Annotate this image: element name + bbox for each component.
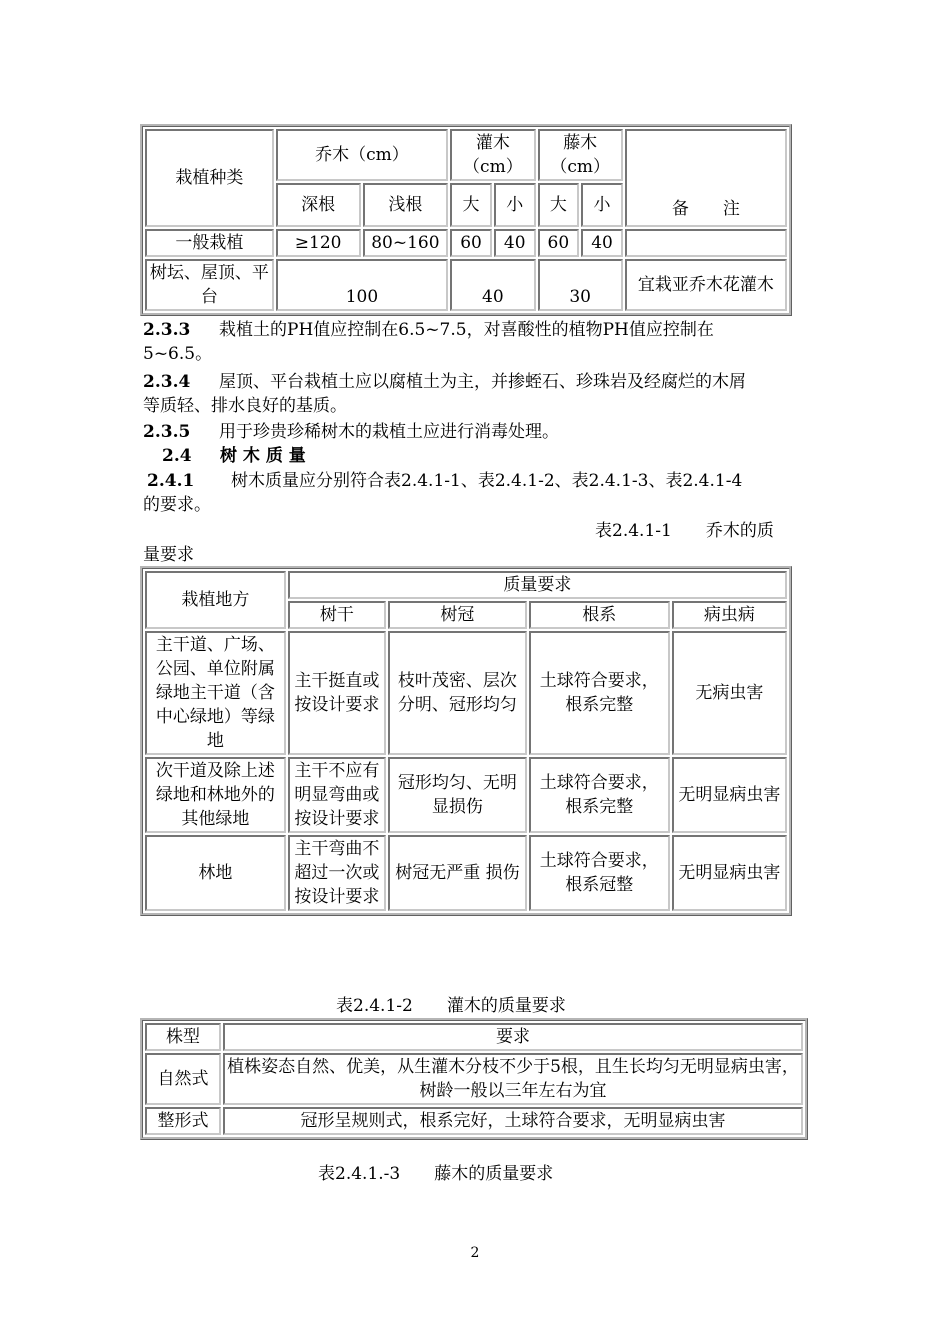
arbor-quality-table (140, 566, 792, 916)
cell: 无明显病虫害 (672, 757, 787, 833)
table-caption-line1: 表2.4.1-1 乔木的质 (595, 521, 774, 541)
header-vine: 藤木（cm） (538, 129, 623, 181)
cell: 100 (276, 259, 449, 311)
clause-continuation: 等质轻、排水良好的基质。 (143, 396, 347, 416)
header-shallow-root: 浅根 (363, 183, 449, 227)
cell: 植株姿态自然、优美，从生灌木分枝不少于5根，且生长均匀无明显病虫害，树龄一般以三年左右为宜 (223, 1053, 803, 1105)
cell: 30 (538, 259, 623, 311)
header-vine-big: 大 (538, 183, 580, 227)
page-number: 2 (470, 1245, 480, 1261)
table-row (145, 835, 787, 911)
cell: 60 (450, 229, 492, 257)
cell: 一般栽植 (145, 229, 274, 257)
section-heading (162, 444, 306, 468)
paragraph-2-3-5 (143, 420, 823, 444)
table-row (145, 259, 787, 311)
header-deep-root: 深根 (276, 183, 361, 227)
clause-number: 2.3.4 (143, 372, 191, 392)
cell: 主干道、广场、公园、单位附属绿地主干道（含中心绿地）等绿地 (145, 631, 286, 755)
cell: 主干不应有明显弯曲或按设计要求 (288, 757, 386, 833)
table-row (145, 631, 787, 755)
cell: 土球符合要求，根系完整 (529, 757, 670, 833)
cell: 无病虫害 (672, 631, 787, 755)
cell: 自然式 (145, 1053, 221, 1105)
soil-depth-table (140, 124, 792, 316)
cell: 宜栽亚乔木花灌木 (625, 259, 787, 311)
clause-text: 屋顶、平台栽植土应以腐植土为主，并掺蛭石、珍珠岩及经腐烂的木屑 (219, 372, 746, 392)
cell: 树坛、屋顶、平台 (145, 259, 274, 311)
cell: 主干挺直或按设计要求 (288, 631, 386, 755)
table-row (145, 1107, 803, 1135)
cell: 枝叶茂密、层次分明、冠形均匀 (388, 631, 527, 755)
paragraph-2-4-1 (143, 469, 827, 517)
cell: 冠形均匀、无明显损伤 (388, 757, 527, 833)
cell: 树冠无严重 损伤 (388, 835, 527, 911)
cell: 80~160 (363, 229, 449, 257)
cell: 整形式 (145, 1107, 221, 1135)
section-title: 树 木 质 量 (220, 446, 306, 466)
table-row (145, 757, 787, 833)
table-caption-line2: 量要求 (143, 545, 194, 565)
header-location: 栽植地方 (145, 571, 286, 629)
shrub-quality-table (140, 1018, 808, 1140)
clause-number: 2.4.1 (147, 471, 195, 491)
header-shrub: 灌木（cm） (450, 129, 535, 181)
header-type: 株型 (145, 1023, 221, 1051)
table-row (145, 1053, 803, 1105)
cell: 40 (450, 259, 535, 311)
clause-number: 2.3.5 (143, 422, 191, 442)
table-caption: 表2.4.1-2 灌木的质量要求 (336, 996, 566, 1016)
cell: 无明显病虫害 (672, 835, 787, 911)
clause-text: 栽植土的PH值应控制在6.5~7.5，对喜酸性的植物PH值应控制在 (219, 320, 714, 340)
cell: 林地 (145, 835, 286, 911)
cell: 40 (494, 229, 536, 257)
header-quality: 质量要求 (288, 571, 787, 599)
clause-continuation: 的要求。 (143, 495, 211, 515)
clause-number: 2.3.3 (143, 320, 191, 340)
header-shrub-small: 小 (494, 183, 536, 227)
header-remarks: 备 注 (625, 129, 787, 227)
table-row (145, 229, 787, 257)
header-trunk: 树干 (288, 601, 386, 629)
cell: 次干道及除上述绿地和林地外的其他绿地 (145, 757, 286, 833)
header-crown: 树冠 (388, 601, 527, 629)
cell: 主干弯曲不超过一次或按设计要求 (288, 835, 386, 911)
header-shrub-big: 大 (450, 183, 492, 227)
cell: 冠形呈规则式，根系完好，土球符合要求，无明显病虫害 (223, 1107, 803, 1135)
clause-continuation: 5~6.5。 (143, 344, 213, 364)
paragraph-2-3-4 (143, 370, 823, 418)
table-caption: 表2.4.1.-3 藤木的质量要求 (318, 1164, 554, 1184)
paragraph-2-3-3 (143, 318, 823, 366)
cell (625, 229, 787, 257)
header-root: 根系 (529, 601, 670, 629)
cell: 60 (538, 229, 580, 257)
header-pest: 病虫病 (672, 601, 787, 629)
header-arbor: 乔木（cm） (276, 129, 449, 181)
cell: 40 (581, 229, 623, 257)
cell: ≥120 (276, 229, 361, 257)
section-number: 2.4 (162, 446, 192, 466)
header-plant-type: 栽植种类 (145, 129, 274, 227)
clause-text: 用于珍贵珍稀树木的栽植土应进行消毒处理。 (219, 422, 559, 442)
header-vine-small: 小 (581, 183, 623, 227)
cell: 土球符合要求，根系完整 (529, 631, 670, 755)
header-requirement: 要求 (223, 1023, 803, 1051)
clause-text: 树木质量应分别符合表2.4.1-1、表2.4.1-2、表2.4.1-3、表2.4.1-4 (231, 471, 743, 491)
cell: 土球符合要求，根系冠整 (529, 835, 670, 911)
